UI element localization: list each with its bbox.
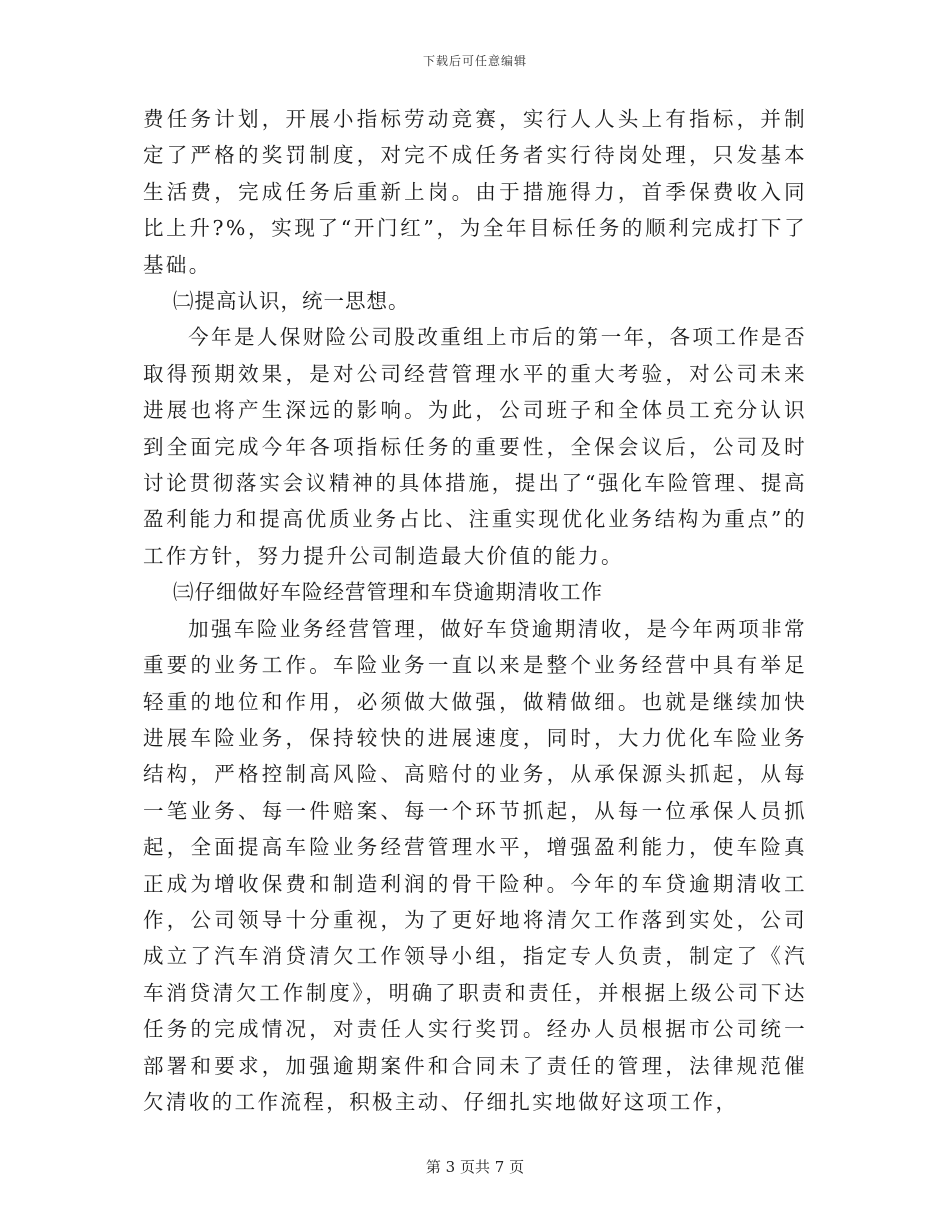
paragraph-section-3: 加强车险业务经营管理，做好车贷逾期清收，是今年两项非常重要的业务工作。车险业务一直以来是整个业务经营中具有举足轻重的地位和作用，必须做大做强，做精做细。也就是继续加快进展车险业务，保持较快的进展速度，同时，大力优化车险业务结构，严格控制高风险、高赔付的业务，从承保源头抓起，从每一笔业务、每一件赔案、每一个环节抓起，从每一位承保人员抓起，全面提高车险业务经营管理水平，增强盈利能力，使车险真正成为增收保费和制造利润的骨干险种。今年的车贷逾期清收工作，公司领导十分重视，为了更好地将清欠工作落到实处，公司成立了汽车消贷清欠工作领导小组，指定专人负责，制定了《汽车消贷清欠工作制度》，明确了职责和责任，并根据上级公司下达任务的完成情况，对责任人实行奖罚。经办人员根据市公司统一部署和要求，加强逾期案件和合同未了责任的管理，法律规范催欠清收的工作流程，积极主动、仔细扎实地做好这项工作，: [143, 616, 807, 1114]
document-body: [143, 101, 807, 1120]
page-header-note: 下载后可任意编辑: [422, 54, 527, 68]
section-heading-3: ㈢仔细做好车险经营管理和车贷逾期清收工作: [173, 580, 603, 605]
paragraph-continuation: 费任务计划，开展小指标劳动竞赛，实行人人头上有指标，并制定了严格的奖罚制度，对完不成任务者实行待岗处理，只发基本生活费，完成任务后重新上岗。由于措施得力，首季保费收入同比上升?%，实现了“开门红”，为全年目标任务的顺利完成打下了基础。: [143, 107, 807, 277]
page-number: 第 3 页共 7 页: [425, 1158, 525, 1176]
section-heading-2: ㈡提高认识，统一思想。: [173, 289, 410, 314]
paragraph-section-2: 今年是人保财险公司股改重组上市后的第一年，各项工作是否取得预期效果，是对公司经营管理水平的重大考验，对公司未来进展也将产生深远的影响。为此，公司班子和全体员工充分认识到全面完成今年各项指标任务的重要性，全保会议后，公司及时讨论贯彻落实会议精神的具体措施，提出了“强化车险管理、提高盈利能力和提高优质业务占比、注重实现优化业务结构为重点”的工作方针，努力提升公司制造最大价值的能力。: [143, 325, 807, 568]
